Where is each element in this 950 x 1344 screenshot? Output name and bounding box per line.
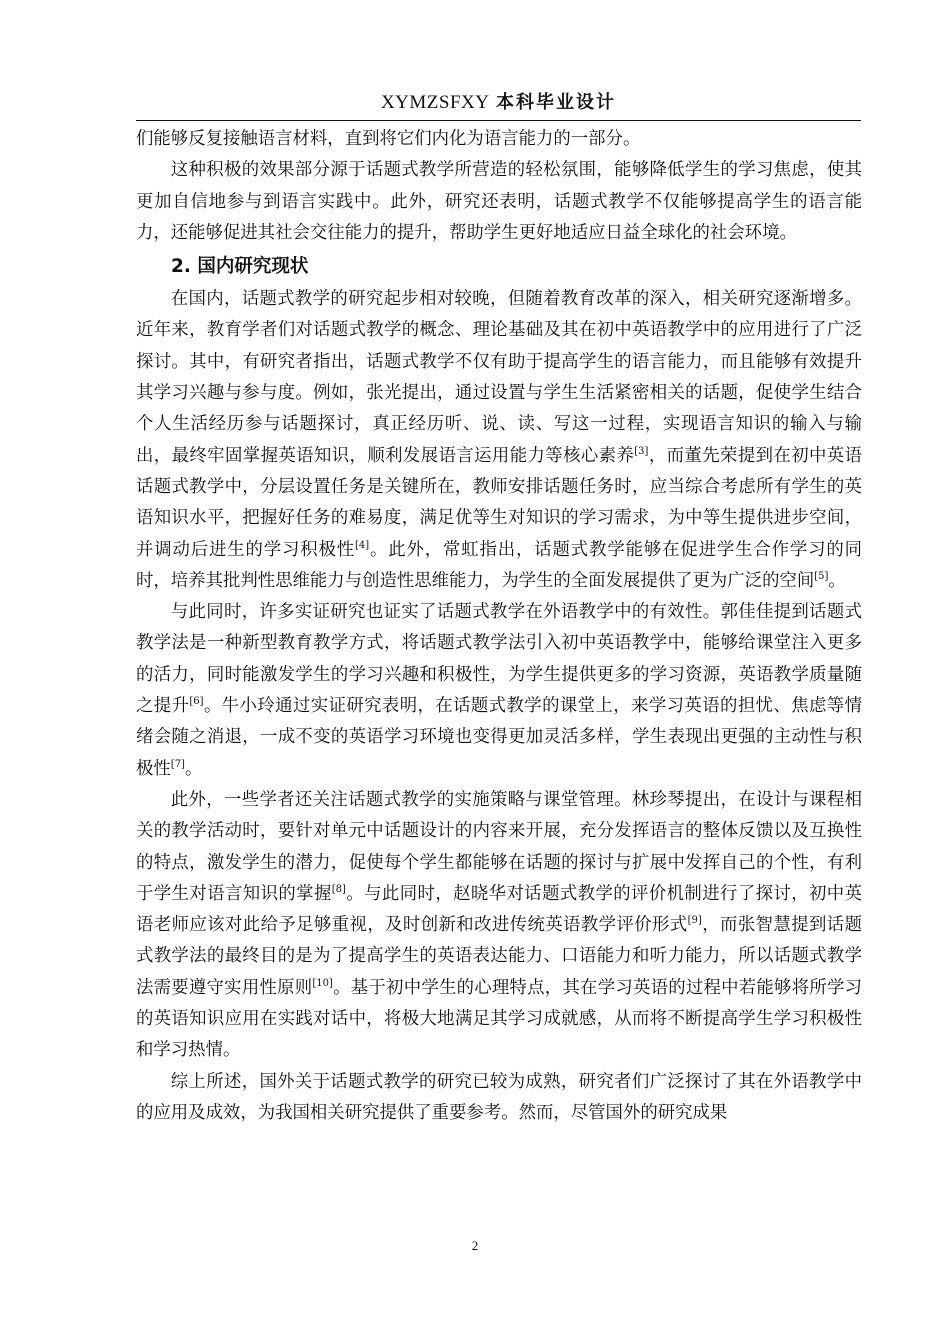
paragraph: 综上所述，国外关于话题式教学的研究已较为成熟，研究者们广泛探讨了其在外语教学中的应用及成效，为我国相关研究提供了重要参考。然而，尽管国外的研究成果 <box>136 1071 862 1123</box>
text-segment: 。与此同时，赵晓华对话题式教学的评价机制进行了探讨，初中英语老师应该对此给予足够重视，及时创新和改进传统英语教学评价形式 <box>136 883 862 936</box>
body-text <box>136 124 862 1129</box>
text-segment: 。 <box>184 758 203 779</box>
citation: [8] <box>331 884 346 896</box>
paragraph: 们能够反复接触语言材料，直到将它们内化为语言能力的一部分。 <box>136 129 641 149</box>
citation: [9] <box>687 915 702 927</box>
text-segment: 。牛小玲通过实证研究表明，在话题式教学的课堂上，来学习英语的担忧、焦虑等情绪会随之消退，一成不变的英语学习环境也变得更加灵活多样，学生表现出更强的主动性与积极性 <box>136 696 862 779</box>
header-divider <box>136 120 861 121</box>
text-segment: 在国内，话题式教学的研究起步相对较晚，但随着教育改革的深入，相关研究逐渐增多。近年来，教育学者们对话题式教学的概念、理论基础及其在初中英语教学中的应用进行了广泛探讨。其中，有研究者指出，话题式教学不仅有助于提高学生的语言能力，而且能够有效提升其学习兴趣与参与度。例如，张光提出，通过设置与学生生活紧密相关的话题，促使学生结合个人生活经历参与话题探讨，真正经历听、说、读、写这一过程，实现语言知识的输入与输出，最终牢固掌握英语知识，顺利发展语言运用能力等核心素养 <box>136 289 862 466</box>
citation: [7] <box>170 758 185 770</box>
citation: [4] <box>355 539 370 551</box>
paragraph <box>136 597 862 785</box>
page-header <box>136 88 861 114</box>
citation: [6] <box>189 696 204 708</box>
header-code: XYMZSFXY <box>380 92 490 113</box>
citation: [10] <box>312 977 333 989</box>
citation: [3] <box>634 445 649 457</box>
page-number: 2 <box>471 1238 479 1253</box>
section-heading: 2. 国内研究现状 <box>171 256 309 278</box>
text-segment: 。基于初中学生的心理特点，其在学习英语的过程中若能够将所学习的英语知识应用在实践对话中，将极大地满足其学习成就感，从而将不断提高学生学习积极性和学习热情。 <box>136 977 862 1061</box>
text-segment: 。此外，常虹指出，话题式教学能够在促进学生合作学习的同时，培养其批判性思维能力与创造性思维能力，为学生的全面发展提供了更为广泛的空间 <box>136 539 862 591</box>
citation: [5] <box>814 571 829 583</box>
text-segment: 。 <box>828 570 846 591</box>
text-segment: 与此同时，许多实证研究也证实了话题式教学在外语教学中的有效性。郭佳佳提到话题式教学法是一种新型教育教学方式，将话题式教学法引入初中英语教学中，能够给课堂注入更多的活力，同时能激发学生的学习兴趣和积极性，为学生提供更多的学习资源，英语教学质量随之提升 <box>136 602 862 717</box>
paragraph <box>136 785 862 1067</box>
text-segment: ，而董先荣提到在初中英语话题式教学中，分层设置任务是关键所在，教师安排话题任务时，应当综合考虑所有学生的英语知识水平，把握好任务的难易度，满足优等生对知识的学习需求，为中等生提供进步空间，并调动后进生的学习积极性 <box>136 445 862 560</box>
text-segment: 此外，一些学者还关注话题式教学的实施策略与课堂管理。林珍琴提出，在设计与课程相关的教学活动时，要针对单元中话题设计的内容来开展，充分发挥语言的整体反馈以及互换性的特点，激发学生的潜力，促使每个学生都能够在话题的探讨与扩展中发挥自己的个性，有利于学生对语言知识的掌握 <box>136 789 862 904</box>
paragraph <box>136 284 862 597</box>
paragraph: 这种积极的效果部分源于话题式教学所营造的轻松氛围，能够降低学生的学习焦虑，使其更加自信地参与到语言实践中。此外，研究还表明，话题式教学不仅能够提高学生的语言能力，还能够促进其社会交往能力的提升，帮助学生更好地适应日益全球化的社会环境。 <box>136 160 862 243</box>
text-segment: ，而张智慧提到话题式教学法的最终目的是为了提高学生的英语表达能力、口语能力和听力能力，所以话题式教学法需要遵守实用性原则 <box>136 915 862 998</box>
header-title: 本科毕业设计 <box>496 92 617 113</box>
